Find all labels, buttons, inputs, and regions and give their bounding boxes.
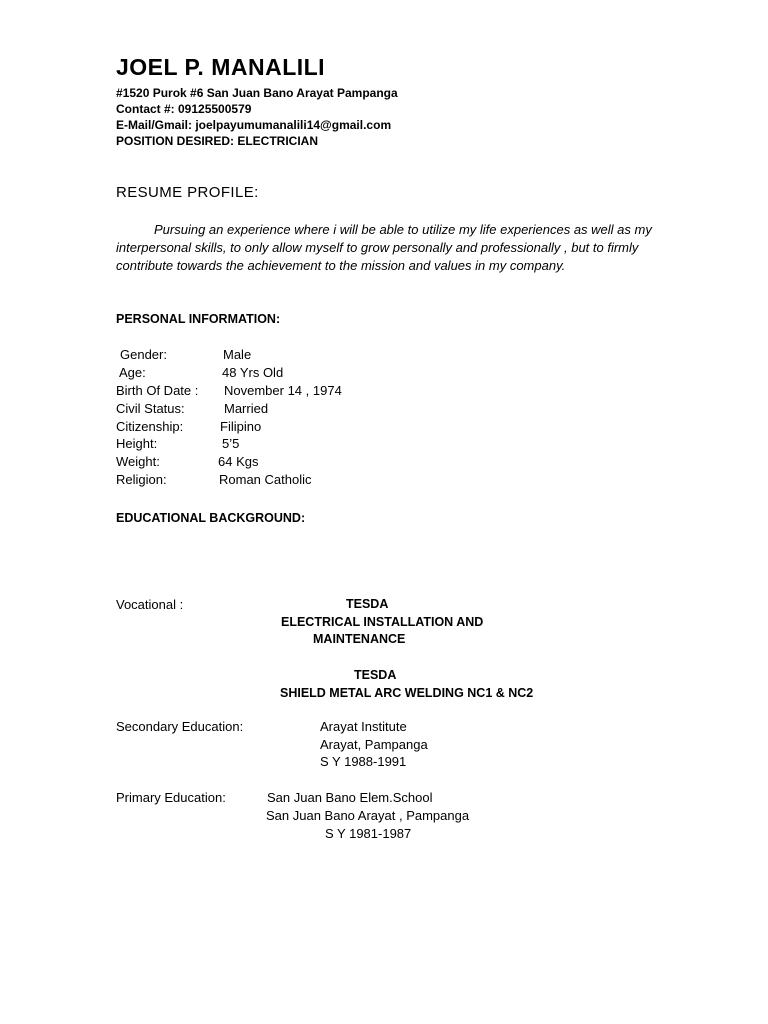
address-line: #1520 Purok #6 San Juan Bano Arayat Pampanga <box>116 86 398 100</box>
educational-background-heading: EDUCATIONAL BACKGROUND: <box>116 511 306 525</box>
secondary-education-label: Secondary Education: <box>116 719 244 734</box>
secondary-years: S Y 1988-1991 <box>320 754 407 769</box>
email-line: E-Mail/Gmail: joelpayumumanalili14@gmail.com <box>116 118 392 132</box>
height-value: 5’5 <box>222 436 240 451</box>
contact-line: Contact #: 09125500579 <box>116 102 252 116</box>
birth-date-value: November 14 , 1974 <box>224 383 342 398</box>
vocational-school-2: TESDA <box>354 668 397 682</box>
position-desired-line: POSITION DESIRED: ELECTRICIAN <box>116 134 319 148</box>
citizenship-value: Filipino <box>220 419 262 434</box>
age-value: 48 Yrs Old <box>222 365 284 380</box>
weight-label: Weight: <box>116 454 160 469</box>
religion-value: Roman Catholic <box>219 472 312 487</box>
age-label: Age: <box>119 365 146 380</box>
citizenship-label: Citizenship: <box>116 419 184 434</box>
secondary-school: Arayat Institute <box>320 719 407 734</box>
gender-label: Gender: <box>120 347 167 362</box>
primary-years: S Y 1981-1987 <box>325 826 412 841</box>
personal-information-heading: PERSONAL INFORMATION: <box>116 312 281 326</box>
vocational-label: Vocational : <box>116 597 184 612</box>
applicant-name: JOEL P. MANALILI <box>116 54 326 80</box>
resume-profile-heading: RESUME PROFILE: <box>116 184 259 201</box>
resume-profile-text: Pursuing an experience where i will be able to utilize my life experiences as well as my interpersonal skills, to only allow myself to grow personally and professionally , but to firmly contribute towards the achievement to the mission and values in my company. <box>116 222 652 273</box>
gender-value: Male <box>223 347 252 362</box>
vocational-course-1-line-2: MAINTENANCE <box>313 632 406 646</box>
vocational-course-1-line-1: ELECTRICAL INSTALLATION AND <box>281 615 484 629</box>
height-label: Height: <box>116 436 158 451</box>
primary-location: San Juan Bano Arayat , Pampanga <box>266 808 470 823</box>
vocational-school-1: TESDA <box>346 597 389 611</box>
religion-label: Religion: <box>116 472 167 487</box>
birth-date-label: Birth Of Date : <box>116 383 199 398</box>
civil-status-value: Married <box>224 401 269 416</box>
weight-value: 64 Kgs <box>218 454 259 469</box>
vocational-course-2: SHIELD METAL ARC WELDING NC1 & NC2 <box>280 686 534 700</box>
secondary-location: Arayat, Pampanga <box>320 737 428 752</box>
primary-education-label: Primary Education: <box>116 790 226 805</box>
civil-status-label: Civil Status: <box>116 401 185 416</box>
primary-school: San Juan Bano Elem.School <box>267 790 433 805</box>
